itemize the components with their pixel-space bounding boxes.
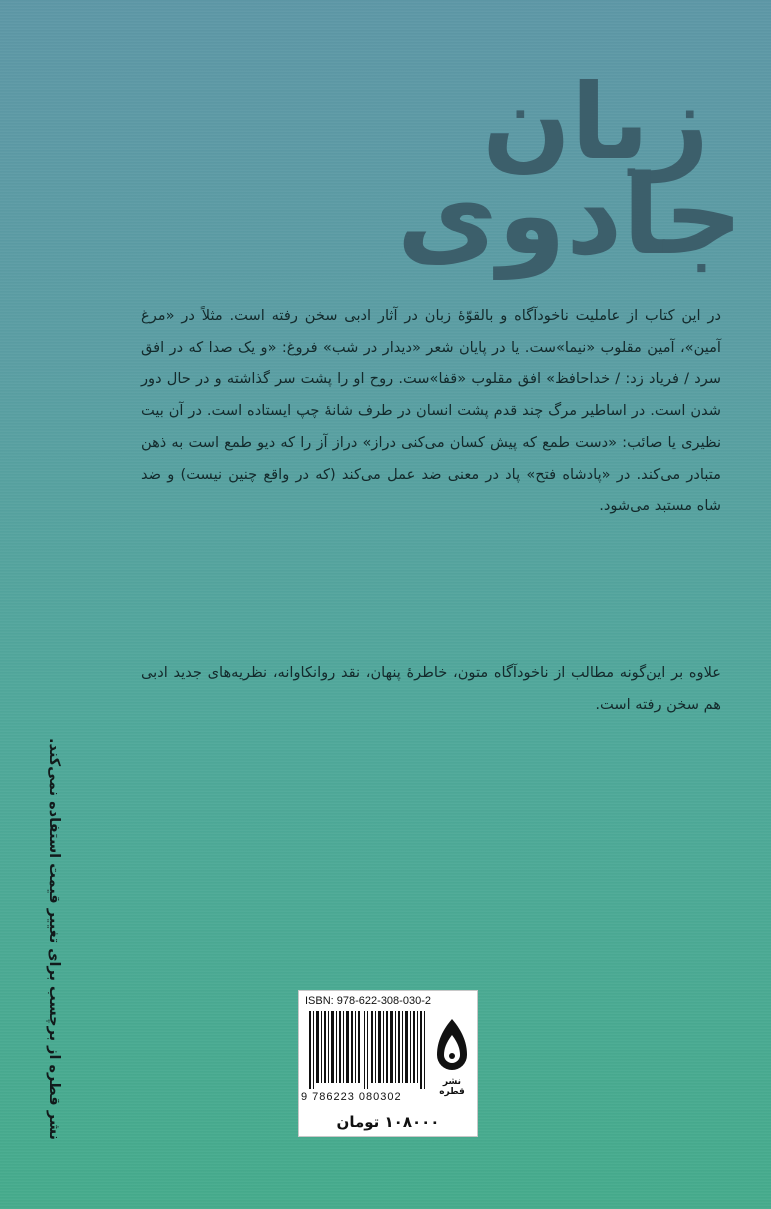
blurb-paragraph-1: در این کتاب از عاملیت ناخودآگاه و بالقوّهٔ زبان در آثار ادبی سخن رفته است. مثلاً در «مرغ آمین»، آمین مقلوب «نیما»ست. یا در پایان شعر «دیدار در شب» فروغ: «و یک صدا که در افق سرد / فریاد زد: / خداحافظ» افق مقلوب «قفا»ست. روح او را پشت سر گذاشته و در حال دور شدن است. در اساطیر مرگ چند قدم پشت انسان در طرف شانهٔ چپ ایستاده است. در آن بیت نظیری یا صائب: «دست طمع که پیش کسان می‌کنی دراز» دراز آز را که دیو طمع است به ذهن متبادر می‌کند. در «پادشاه فتح» پاد در معنی ضد عمل می‌کند (که در واقع چنین نیست) و ضد شاه مستبد می‌شود. [141, 307, 721, 515]
book-title-line-2: جادوی [396, 151, 743, 279]
blurb-paragraph-2: علاوه بر این‌گونه مطالب از ناخودآگاه متون، خاطرهٔ پنهان، نقد روانکاوانه، نظریه‌های جدید ادبی هم سخن رفته است. [141, 664, 721, 713]
isbn-label: ISBN: 978-622-308-030-2 [305, 995, 431, 1007]
barcode-sticker [298, 990, 478, 1110]
barcode-digits: 9 786223 080302 [301, 1091, 402, 1103]
publisher-logo-icon [434, 1017, 470, 1077]
price-sticker [298, 1108, 478, 1137]
publisher-logo-label: نشر قطره [439, 1077, 465, 1097]
price-label: ۱۰۸۰۰۰ تومان [336, 1113, 440, 1131]
publisher-side-note: نشر قطره از برچسب برای تغییر قیمت استفاده نمی‌کند. [46, 738, 62, 1140]
book-title-line-1: زبان [482, 61, 709, 183]
barcode-icon [309, 1011, 427, 1089]
